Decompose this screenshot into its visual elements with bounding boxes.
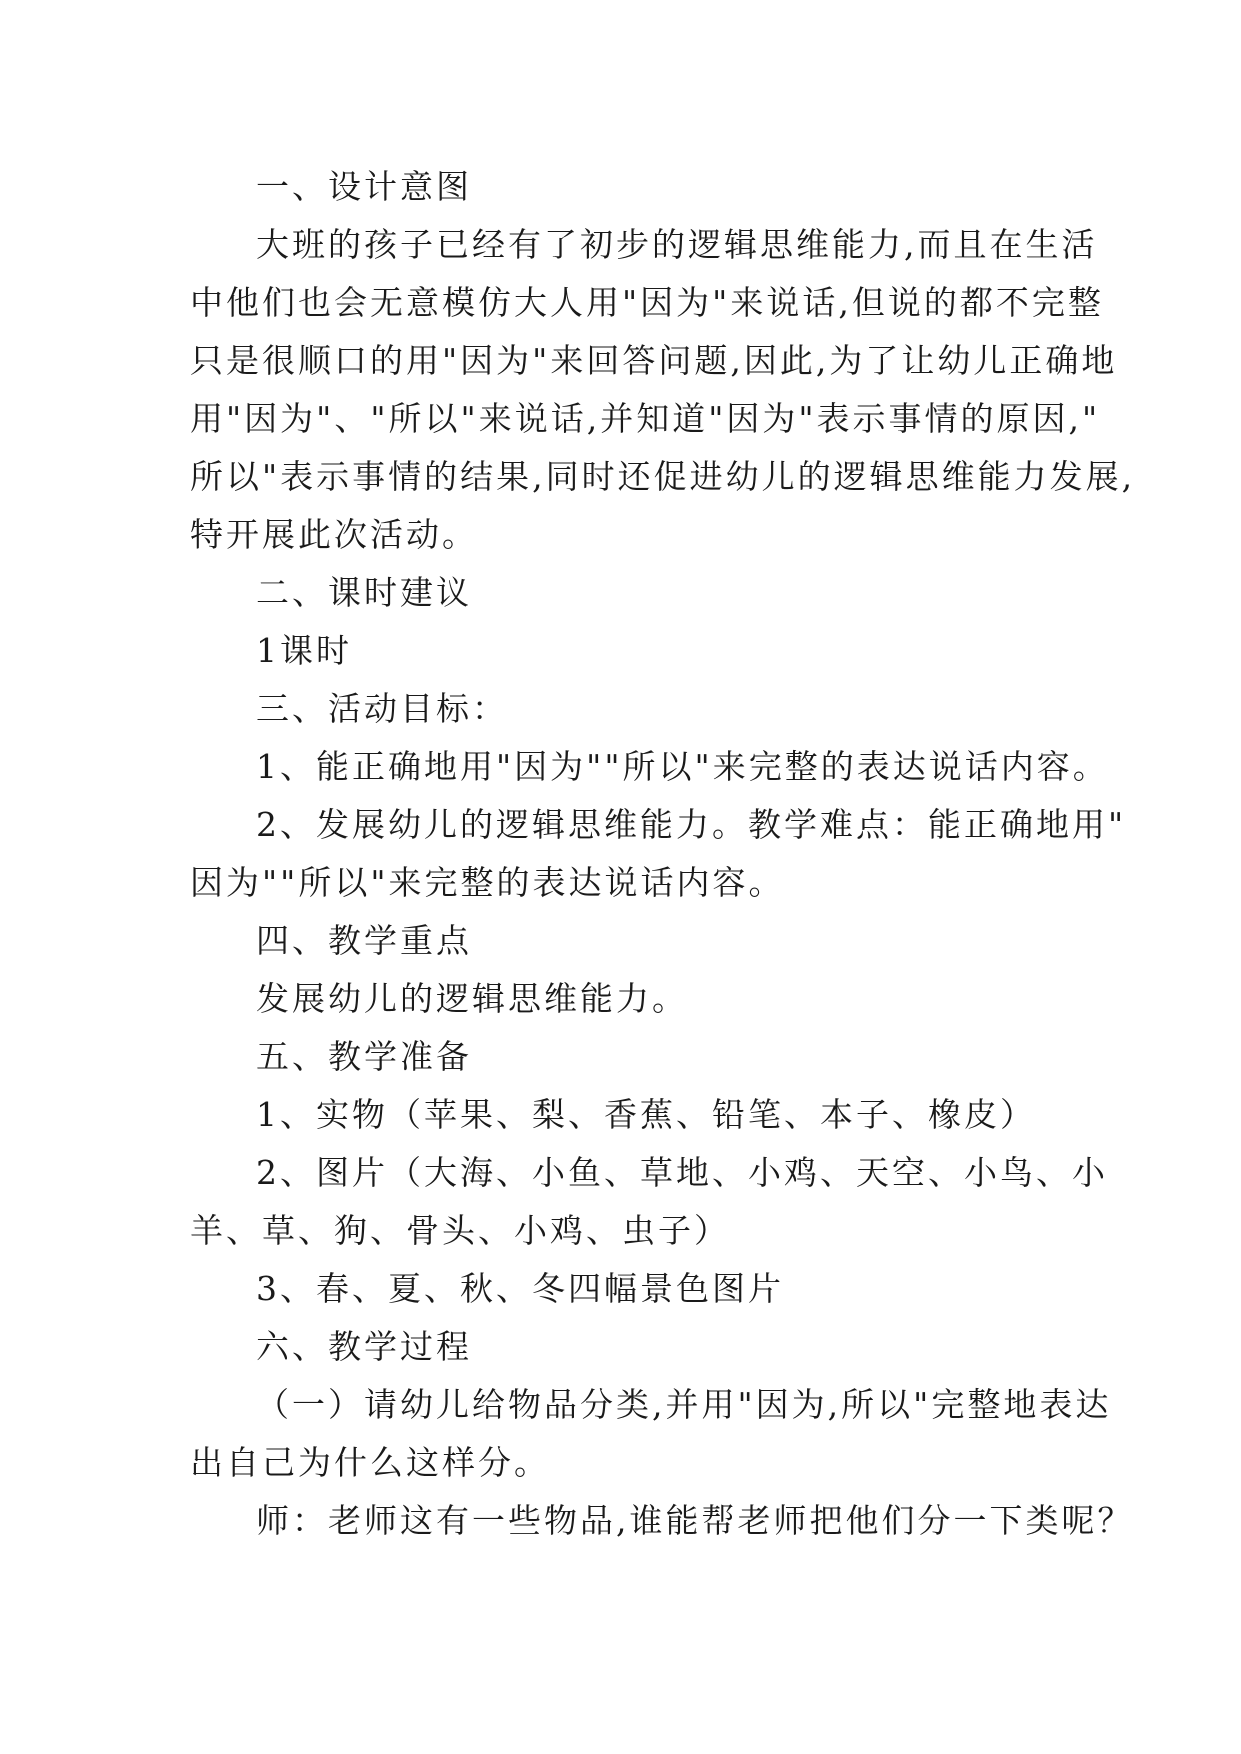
document-body [190,158,1136,1550]
paragraph-line: 中他们也会无意模仿大人用"因为"来说话,但说的都不完整 [190,283,1104,322]
section-heading-class-hours: 二、课时建议 [256,573,472,612]
list-item: 1、实物（苹果、梨、香蕉、铅笔、本子、橡皮） [256,1095,1036,1134]
paragraph-line: 出自己为什么这样分。 [190,1443,550,1482]
section-heading-activity-goals: 三、活动目标： [256,689,508,728]
paragraph-line: 发展幼儿的逻辑思维能力。 [256,979,688,1018]
paragraph-line: 特开展此次活动。 [190,515,478,554]
paragraph-line: 羊、草、狗、骨头、小鸡、虫子） [190,1211,730,1250]
section-heading-teaching-focus: 四、教学重点 [256,921,472,960]
section-heading-design-intent: 一、设计意图 [256,167,472,206]
paragraph-line: 因为""所以"来完整的表达说话内容。 [190,863,785,902]
list-item: 2、发展幼儿的逻辑思维能力。教学难点：能正确地用" [256,805,1127,844]
list-item: 2、图片（大海、小鱼、草地、小鸡、天空、小鸟、小 [256,1153,1108,1192]
paragraph-line: 只是很顺口的用"因为"来回答问题,因此,为了让幼儿正确地 [190,341,1118,380]
paragraph-line: 师：老师这有一些物品,谁能帮老师把他们分一下类呢？ [256,1501,1134,1540]
paragraph-line: 大班的孩子已经有了初步的逻辑思维能力,而且在生活 [256,225,1098,264]
list-item: 1、能正确地用"因为""所以"来完整的表达说话内容。 [256,747,1109,786]
section-heading-teaching-preparation: 五、教学准备 [256,1037,472,1076]
paragraph-line: 1课时 [256,631,352,670]
list-item: 3、春、夏、秋、冬四幅景色图片 [256,1269,784,1308]
paragraph-line: 所以"表示事情的结果,同时还促进幼儿的逻辑思维能力发展, [190,457,1136,496]
paragraph-line: （一）请幼儿给物品分类,并用"因为,所以"完整地表达 [256,1385,1112,1424]
paragraph-line: 用"因为"、"所以"来说话,并知道"因为"表示事情的原因," [190,399,1101,438]
section-heading-teaching-process: 六、教学过程 [256,1327,472,1366]
